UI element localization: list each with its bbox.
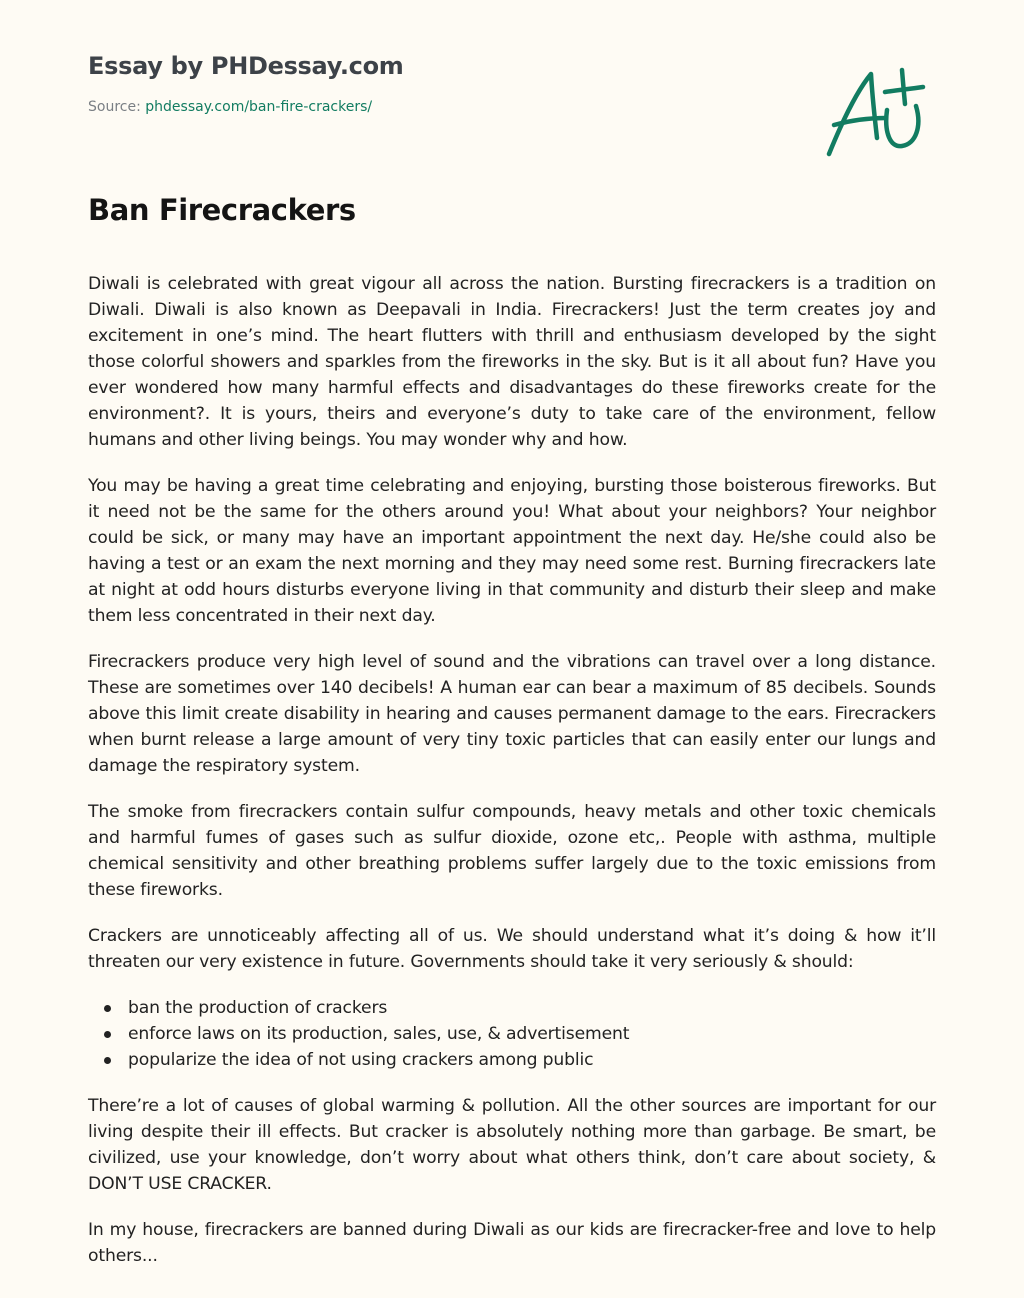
page-header (88, 50, 948, 116)
a-plus-grade-icon (820, 62, 930, 162)
essay-paragraph: Firecrackers produce very high level of sound and the vibrations can travel over a long distance. These are sometimes over 140 decibels! A human ear can bear a maximum of 85 decibels. Sounds above this limit create disability in hearing and causes permanent damage to the ears. Firecrackers when burnt release a large amount of very tiny toxic particles that can easily enter our lungs and damage the respiratory system. (88, 652, 936, 776)
list-item (128, 995, 936, 1021)
essay-paragraph: Crackers are unnoticeably affecting all of us. We should understand what it’s doing & how it’ll threaten our very existence in future. Governments should take it very seriously & should: (88, 926, 936, 972)
essay-paragraph: Diwali is celebrated with great vigour all across the nation. Bursting firecrackers is a tradition on Diwali. Diwali is also known as Deepavali in India. Firecrackers! Just the term creates joy and excitement in one’s mind. The heart flutters with thrill and enthusiasm developed by the sight those colorful showers and sparkles from the fireworks in the sky. But is it all about fun? Have you ever wondered how many harmful effects and disadvantages do these fireworks create for the environment?. It is yours, theirs and everyone’s duty to take care of the environment, fellow humans and other living beings. You may wonder why and how. (88, 274, 936, 450)
truncated-paragraph: In my house, firecrackers are banned during Diwali as our kids are firecracker-free and love to help others... (88, 1220, 936, 1266)
closing-paragraph: There’re a lot of causes of global warming & pollution. All the other sources are important for our living despite their ill effects. But cracker is absolutely nothing more than garbage. Be smart, be civilized, use your knowledge, don’t worry about what others think, don’t care about society, & DON’T USE CRACKER. (88, 1096, 936, 1194)
list-item (128, 1021, 936, 1047)
list-item-text: enforce laws on its production, sales, use, & advertisement (128, 1024, 630, 1044)
recommendation-list (88, 995, 936, 1073)
source-line (88, 98, 948, 116)
source-label: Source: (88, 99, 146, 115)
essay-paragraph: You may be having a great time celebrating and enjoying, bursting those boisterous fireworks. But it need not be the same for the others around you! What about your neighbors? Your neighbor could be sick, or many may have an important appointment the next day. He/she could also be having a test or an exam the next morning and they may need some rest. Burning firecrackers late at night at odd hours disturbs everyone living in that community and disturb their sleep and make them less concentrated in their next day. (88, 476, 936, 626)
essay-paragraph: The smoke from firecrackers contain sulfur compounds, heavy metals and other toxic chemicals and harmful fumes of gases such as sulfur dioxide, ozone etc,. People with asthma, multiple chemical sensitivity and other breathing problems suffer largely due to the toxic emissions from these fireworks. (88, 802, 936, 900)
list-item-text: popularize the idea of not using crackers among public (128, 1050, 594, 1070)
bullet-icon (104, 1057, 111, 1064)
bullet-icon (104, 1005, 111, 1012)
source-link[interactable]: phdessay.com/ban-fire-crackers/ (145, 99, 373, 115)
essay-title: Ban Firecrackers (88, 193, 356, 227)
site-brand: Essay by PHDessay.com (88, 52, 404, 80)
essay-body (88, 271, 936, 1266)
list-item-text: ban the production of crackers (128, 998, 388, 1018)
list-item (128, 1047, 936, 1073)
bullet-icon (104, 1031, 111, 1038)
